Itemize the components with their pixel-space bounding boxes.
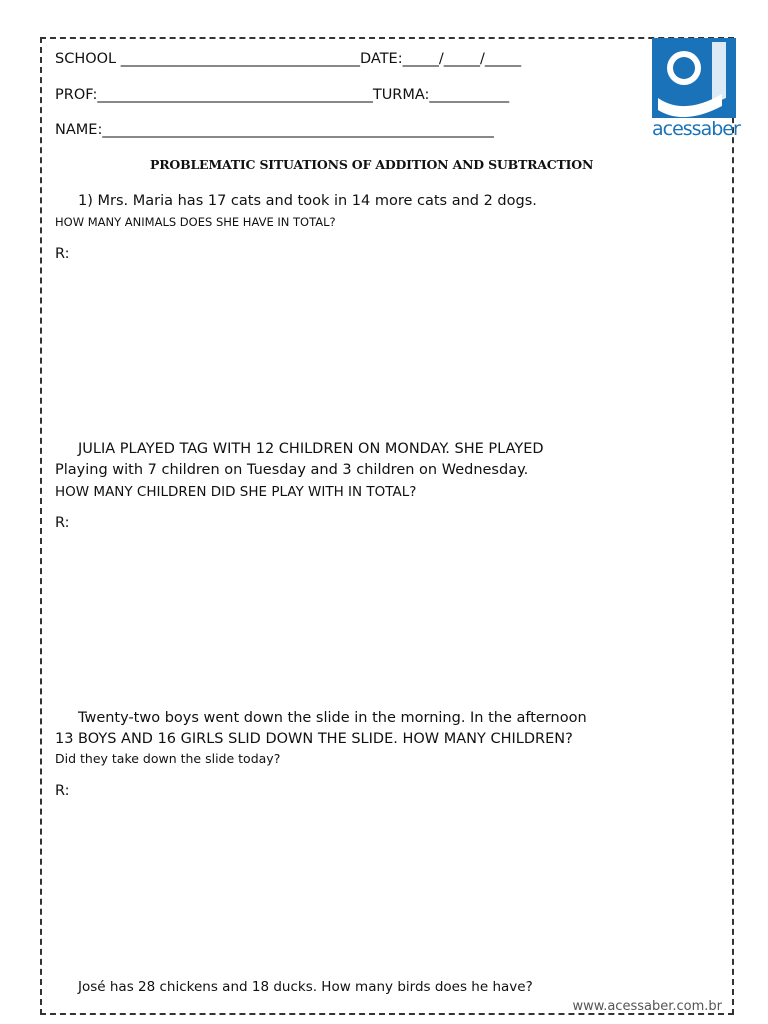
footer-website: www.acessaber.com.br	[572, 999, 722, 1014]
problem-3-answer-label: R:	[55, 783, 70, 799]
page-title: PROBLEMATIC SITUATIONS OF ADDITION AND SUBTRACTION	[150, 157, 594, 172]
problem-1-text: 1) Mrs. Maria has 17 cats and took in 14 more cats and 2 dogs.	[78, 193, 537, 209]
problem-1-question: HOW MANY ANIMALS DOES SHE HAVE IN TOTAL?	[55, 215, 336, 229]
problem-3-line-1: Twenty-two boys went down the slide in the morning. In the afternoon	[78, 710, 587, 726]
problem-3-line-2: 13 BOYS AND 16 GIRLS SLID DOWN THE SLIDE. HOW MANY CHILDREN?	[55, 731, 573, 747]
problem-1-answer-label: R:	[55, 246, 70, 262]
problem-2-line-2: Playing with 7 children on Tuesday and 3 children on Wednesday.	[55, 462, 529, 478]
problem-2-answer-label: R:	[55, 515, 70, 531]
problem-4-text: José has 28 chickens and 18 ducks. How many birds does he have?	[78, 979, 533, 995]
name-line: NAME:______________________________________________________	[55, 122, 494, 138]
worksheet-border	[40, 37, 740, 1015]
problem-2-question: HOW MANY CHILDREN DID SHE PLAY WITH IN TOTAL?	[55, 484, 417, 500]
school-date-line: SCHOOL _________________________________DATE:_____/_____/_____	[55, 51, 522, 67]
problem-3-question: Did they take down the slide today?	[55, 751, 281, 766]
logo-person-icon	[652, 38, 736, 118]
acessaber-logo	[652, 38, 740, 140]
problem-2-line-1: JULIA PLAYED TAG WITH 12 CHILDREN ON MONDAY. SHE PLAYED	[78, 441, 544, 457]
logo-wordmark: acessaber	[652, 118, 740, 140]
prof-turma-line: PROF:______________________________________TURMA:___________	[55, 87, 510, 103]
logo-emblem	[652, 38, 736, 118]
